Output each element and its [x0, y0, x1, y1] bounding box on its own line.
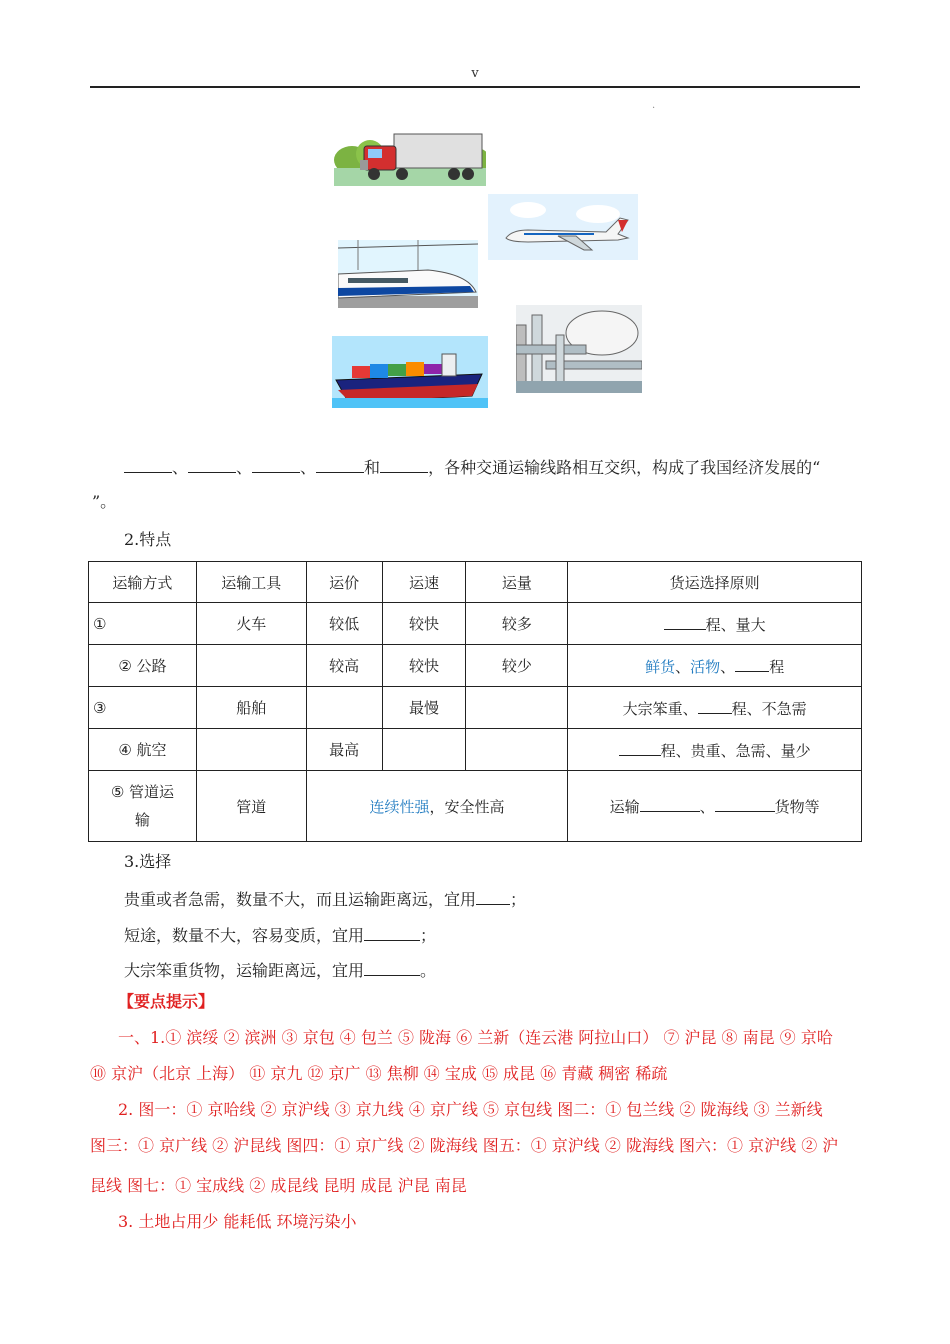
high-speed-train-image [338, 240, 478, 308]
question-1: 贵重或者急需，数量不大，而且运输距离远，宜用 ； [124, 890, 527, 909]
tool-cell: 管道 [196, 771, 306, 842]
volume-cell: 较少 [466, 645, 568, 687]
volume-cell: 较多 [466, 603, 568, 645]
principle-cell: 运输 、 货物等 [568, 771, 862, 842]
section-2-title: 2.特点 [124, 530, 172, 549]
price-cell: 最高 [306, 729, 382, 771]
tool-cell: 船舶 [196, 687, 306, 729]
price-cell: 较低 [306, 603, 382, 645]
header-cell: 运输方式 [89, 562, 197, 603]
mode-cell: ③ [89, 687, 197, 729]
blank[interactable] [188, 456, 236, 473]
hint-line: 昆线 图七：① 宝成线 ② 成昆线 昆明 成昆 沪昆 南昆 [90, 1176, 467, 1195]
principle-cell: 鲜货、活物、 程 [568, 645, 862, 687]
blank[interactable] [715, 795, 775, 812]
blank[interactable] [698, 697, 732, 714]
principle-cell: 大宗笨重、 程、不急需 [568, 687, 862, 729]
speed-cell: 较快 [382, 645, 466, 687]
hint-line: ⑩ 京沪（北京 上海） ⑪ 京九 ⑫ 京广 ⑬ 焦柳 ⑭ 宝成 ⑮ 成昆 ⑯ 青藏 稠密 稀疏 [90, 1064, 668, 1083]
speed-cell: 较快 [382, 603, 466, 645]
blank[interactable] [619, 739, 661, 756]
mode-cell: ② 公路 [89, 645, 197, 687]
header-mark: v [471, 66, 479, 81]
blank[interactable] [380, 456, 428, 473]
table-row [89, 729, 862, 771]
blank[interactable] [664, 613, 706, 630]
table-row [89, 771, 862, 842]
fill-sentence-line1: 、 、 、 和 ，各种交通运输线路相互交织，构成了我国经济发展的“ [124, 456, 820, 478]
hint-line: 一、1.① 滨绥 ② 滨洲 ③ 京包 ④ 包兰 ⑤ 陇海 ⑥ 兰新（连云港 阿拉山口） ⑦ 沪昆 ⑧ 南昆 ⑨ 京哈 [118, 1028, 833, 1047]
header-rule [90, 86, 860, 88]
price-cell: 较高 [306, 645, 382, 687]
blank[interactable] [316, 456, 364, 473]
hint-line: 图三：① 京广线 ② 沪昆线 图四：① 京广线 ② 陇海线 图五：① 京沪线 ② 陇海线 图六：① 京沪线 ② 沪 [90, 1136, 839, 1155]
transport-table [88, 561, 862, 842]
volume-cell [466, 687, 568, 729]
truck-image [334, 130, 486, 186]
header-cell: 运速 [382, 562, 466, 603]
speed-cell: 最慢 [382, 687, 466, 729]
blank[interactable] [476, 888, 510, 905]
table-header-row [89, 562, 862, 603]
hint-line: 3. 土地占用少 能耗低 环境污染小 [118, 1212, 357, 1231]
blank[interactable] [124, 456, 172, 473]
section-3-title: 3.选择 [124, 852, 172, 871]
airplane-image [488, 194, 638, 260]
blank[interactable] [364, 959, 420, 976]
speed-cell [382, 729, 466, 771]
container-ship-image [332, 336, 488, 408]
mode-cell: ④ 航空 [89, 729, 197, 771]
hints-title: 【要点提示】 [118, 992, 215, 1011]
price-cell [306, 687, 382, 729]
fill-sentence-line2: ”。 [92, 492, 117, 511]
header-cell: 运输工具 [196, 562, 306, 603]
tool-cell [196, 645, 306, 687]
pipeline-tank-image [516, 305, 642, 393]
question-3: 大宗笨重货物，运输距离远，宜用 。 [124, 961, 437, 980]
header-cell: 运价 [306, 562, 382, 603]
table-row [89, 603, 862, 645]
blank[interactable] [640, 795, 700, 812]
blank[interactable] [252, 456, 300, 473]
principle-cell: 程、贵重、急需、量少 [568, 729, 862, 771]
mode-cell: ① [89, 603, 197, 645]
principle-cell: 程、量大 [568, 603, 862, 645]
blank[interactable] [735, 655, 769, 672]
blank[interactable] [364, 924, 420, 941]
stray-dot: . [652, 100, 656, 111]
table-row [89, 645, 862, 687]
volume-cell [466, 729, 568, 771]
header-cell: 运量 [466, 562, 568, 603]
header-cell: 货运选择原则 [568, 562, 862, 603]
feature-cell: 连续性强，安全性高 [306, 771, 568, 842]
table-row [89, 687, 862, 729]
tool-cell [196, 729, 306, 771]
hint-line: 2. 图一：① 京哈线 ② 京沪线 ③ 京九线 ④ 京广线 ⑤ 京包线 图二：① 包兰线 ② 陇海线 ③ 兰新线 [118, 1100, 823, 1119]
tool-cell: 火车 [196, 603, 306, 645]
mode-cell: ⑤ 管道运 输 [89, 771, 197, 842]
question-2: 短途，数量不大，容易变质，宜用 ； [124, 926, 437, 945]
